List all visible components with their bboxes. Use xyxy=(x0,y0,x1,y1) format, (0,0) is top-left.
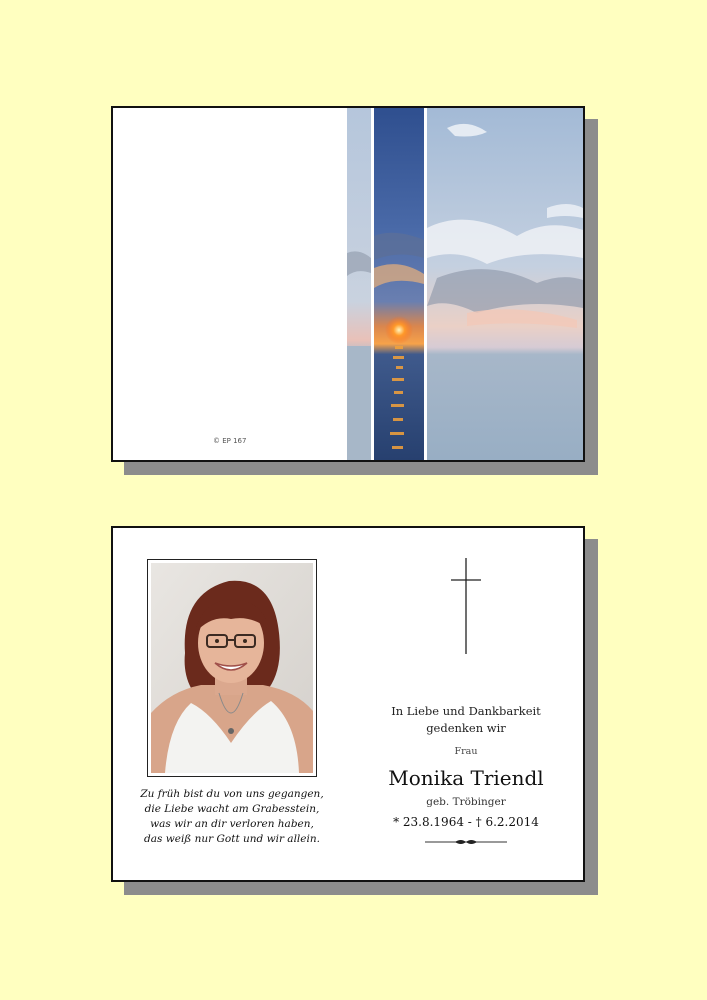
deceased-name: Monika Triendl xyxy=(388,766,544,790)
cross-icon xyxy=(451,558,481,654)
maiden-name: geb. Tröbinger xyxy=(426,796,506,808)
poem-line: das weiß nur Gott und wir allein. xyxy=(144,833,320,845)
dedication-line-2: gedenken wir xyxy=(426,721,506,735)
back-card xyxy=(111,526,585,882)
portrait-photo xyxy=(147,559,317,777)
honorific-title: Frau xyxy=(454,746,478,757)
sunset-strip-center xyxy=(374,108,424,460)
copyright-text: © EP 167 xyxy=(213,437,247,445)
life-dates: * 23.8.1964 - † 6.2.2014 xyxy=(393,815,539,829)
memorial-poem xyxy=(129,787,335,847)
dedication-line-1: In Liebe und Dankbarkeit xyxy=(391,704,541,718)
poem-line: was wir an dir verloren haben, xyxy=(150,818,314,830)
ornament-divider-icon xyxy=(425,838,507,846)
sunset-strip-left xyxy=(347,108,371,460)
poem-line: Zu früh bist du von uns gegangen, xyxy=(140,788,324,800)
sunset-strip-right xyxy=(427,108,583,460)
poem-line: die Liebe wacht am Grabesstein, xyxy=(144,803,320,815)
front-card xyxy=(111,106,585,462)
